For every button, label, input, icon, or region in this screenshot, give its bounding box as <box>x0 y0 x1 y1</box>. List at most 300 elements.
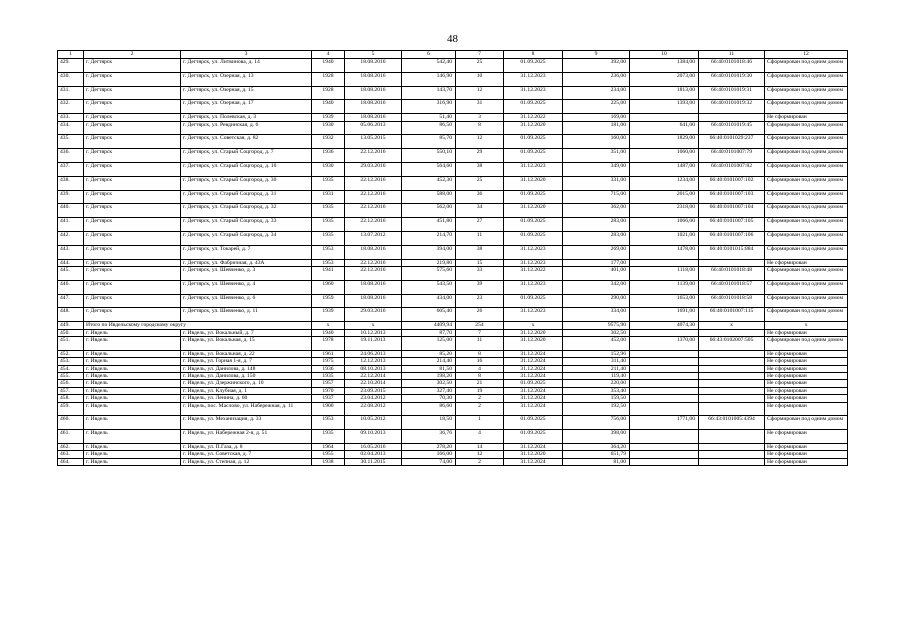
table-cell: 4 <box>456 430 504 444</box>
table-cell: 70,30 <box>402 395 456 402</box>
table-cell: 34 <box>456 204 504 218</box>
table-cell: Сформирован под одним домом <box>765 204 848 218</box>
table-cell: 436. <box>58 149 84 163</box>
table-cell: г. Ивдель, ул. Клубная, д. 1 <box>181 387 312 394</box>
table-cell <box>630 387 699 394</box>
table-cell: 451. <box>58 336 84 350</box>
table-cell: 38 <box>456 245 504 259</box>
table-cell: 1970 <box>312 387 345 394</box>
table-cell: 8 <box>456 121 504 135</box>
table-cell <box>699 329 765 336</box>
table-cell: Сформирован под одним домом <box>765 135 848 149</box>
table-cell: 16.05.2016 <box>345 444 402 451</box>
table-cell: 31 <box>456 100 504 114</box>
table-cell: 01.09.2025 <box>504 59 563 73</box>
table-cell: 456. <box>58 380 84 387</box>
table-cell: 434. <box>58 121 84 135</box>
table-cell: 575,60 <box>402 266 456 280</box>
table-cell: г. Ивдель, ул. Вокальная, д. 22 <box>181 350 312 357</box>
table-cell: 4074,30 <box>630 322 699 329</box>
table-cell: г. Дегтярск <box>84 176 181 190</box>
table-cell: г. Дегтярск <box>84 218 181 232</box>
table-cell: 1937 <box>312 395 345 402</box>
table-cell: 31.12.2023 <box>504 72 563 86</box>
table-cell <box>630 350 699 357</box>
table-cell: г. Ивдель <box>84 458 181 465</box>
table-cell: 3 <box>456 114 504 121</box>
table-cell: 31.12.2023 <box>504 308 563 322</box>
table-cell <box>630 430 699 444</box>
table-cell: 22.12.2016 <box>345 266 402 280</box>
table-cell: 66:40:0101007:105 <box>699 218 765 232</box>
table-cell: г. Ивдель, ул. Набережная 2-я, д. 51 <box>181 430 312 444</box>
table-cell: Итого по Ивдельскому городскому округу <box>84 322 312 329</box>
table-cell: 1021,00 <box>630 231 699 245</box>
table-cell: г. Дегтярск <box>84 162 181 176</box>
table-cell: г. Дегтярск <box>84 59 181 73</box>
table-cell: 38 <box>456 162 504 176</box>
table-cell: 10.05.2012 <box>345 416 402 430</box>
table-row <box>58 86 848 100</box>
table-cell: 74,00 <box>402 458 456 465</box>
table-cell <box>630 329 699 336</box>
table-cell: 23.09.2015 <box>345 387 402 394</box>
table-cell: 458. <box>58 395 84 402</box>
table-cell: 177,00 <box>563 259 630 266</box>
table-cell: 398,00 <box>563 430 630 444</box>
table-row <box>58 395 848 402</box>
table-cell: 13.05.2015 <box>345 135 402 149</box>
table-cell: 327,40 <box>402 387 456 394</box>
table-cell: 439. <box>58 190 84 204</box>
table-cell: 9575,90 <box>563 322 630 329</box>
table-cell: г. Ивдель, ул. Горная 1-я, д. 7 <box>181 358 312 365</box>
table-cell: 440. <box>58 204 84 218</box>
table-cell <box>630 114 699 121</box>
table-cell: 1953 <box>312 245 345 259</box>
table-cell: 1935 <box>312 176 345 190</box>
table-cell: 2 <box>456 458 504 465</box>
table-cell: 87,70 <box>402 329 456 336</box>
table-cell: Не сформирован <box>765 402 848 416</box>
table-cell: 169,00 <box>563 114 630 121</box>
table-cell: 15 <box>456 259 504 266</box>
table-cell <box>699 451 765 458</box>
table-cell: г. Ивдель <box>84 358 181 365</box>
table-cell: Сформирован под одним домом <box>765 100 848 114</box>
table-cell: 66:40:0101007:103 <box>699 190 765 204</box>
table-cell: г. Дегтярск, ул. Старый Соцгород, д. 33 <box>181 218 312 232</box>
table-cell: 66:40:0101029:237 <box>699 135 765 149</box>
table-cell: 22.12.2016 <box>345 176 402 190</box>
table-cell: 1940 <box>312 100 345 114</box>
table-cell <box>699 387 765 394</box>
table-cell: 01.09.2025 <box>504 190 563 204</box>
table-cell: г. Ивдель <box>84 380 181 387</box>
table-cell: г. Дегтярск, ул. Старый Соцгород, д. 32 <box>181 204 312 218</box>
table-cell <box>630 395 699 402</box>
table-cell: 1960 <box>312 280 345 294</box>
table-cell: 433. <box>58 114 84 121</box>
table-cell: 160,00 <box>563 135 630 149</box>
table-cell: Сформирован под одним домом <box>765 162 848 176</box>
table-cell: г. Ивдель <box>84 365 181 372</box>
table-cell: 715,00 <box>563 190 630 204</box>
table-cell <box>699 372 765 379</box>
table-cell: 14 <box>456 444 504 451</box>
table-cell: 349,00 <box>563 162 630 176</box>
table-cell: 2 <box>456 402 504 416</box>
table-cell: 13.07.2012 <box>345 231 402 245</box>
table-cell: 01.09.2025 <box>504 100 563 114</box>
table-cell: 66:40:0101015:884 <box>699 245 765 259</box>
table-cell: 1978 <box>312 336 345 350</box>
table-cell: 351,00 <box>563 149 630 163</box>
table-cell: 1935 <box>312 218 345 232</box>
table-cell: г. Ивдель, ул. П.Газа, д. 8 <box>181 444 312 451</box>
table-cell: 11 <box>456 231 504 245</box>
table-cell: 01.09.2025 <box>504 135 563 149</box>
table-cell: г. Дегтярск, ул. Шевченко, д. 6 <box>181 294 312 308</box>
table-cell: 1938 <box>312 458 345 465</box>
table-cell: 443. <box>58 245 84 259</box>
table-cell: 434,00 <box>402 294 456 308</box>
table-cell: 198,20 <box>402 372 456 379</box>
table-cell <box>699 365 765 372</box>
table-cell: г. Дегтярск, ул. Фабричная, д. 43А <box>181 259 312 266</box>
table-cell: 1932 <box>312 135 345 149</box>
table-cell: 31.12.2020 <box>504 336 563 350</box>
table-cell: 31.12.2024 <box>504 372 563 379</box>
table-cell <box>630 259 699 266</box>
table-cell: 7 <box>456 329 504 336</box>
table-cell: Сформирован под одним домом <box>765 294 848 308</box>
table-cell: 8 <box>504 51 563 59</box>
table-cell: 1653,00 <box>630 294 699 308</box>
table-cell: 283,00 <box>563 231 630 245</box>
table-cell: 455. <box>58 372 84 379</box>
table-cell: 1118,00 <box>630 266 699 280</box>
table-cell: 269,00 <box>563 245 630 259</box>
table-cell: 18,50 <box>402 416 456 430</box>
table-cell: 31.12.2024 <box>504 395 563 402</box>
table-cell: 446. <box>58 280 84 294</box>
table-cell: 392,00 <box>563 59 630 73</box>
table-row <box>58 458 848 465</box>
table-cell: 81,00 <box>563 458 630 465</box>
table-cell: 459. <box>58 402 84 416</box>
table-cell: 353,40 <box>563 387 630 394</box>
table-row <box>58 100 848 114</box>
table-cell: Сформирован под одним домом <box>765 149 848 163</box>
table-cell: 651,79 <box>563 451 630 458</box>
table-cell: 66:40:0101018:46 <box>699 59 765 73</box>
table-cell <box>699 114 765 121</box>
table-cell: Не сформирован <box>765 444 848 451</box>
table-cell: 31.12.2024 <box>504 358 563 365</box>
table-cell: 125,00 <box>402 336 456 350</box>
table-cell: г. Дегтярск <box>84 114 181 121</box>
table-cell: Не сформирован <box>765 365 848 372</box>
table-cell: г. Дегтярск <box>84 204 181 218</box>
table-cell: 1964 <box>312 444 345 451</box>
table-row <box>58 204 848 218</box>
table-cell: г. Дегтярск, ул. Ревдинская, д. 6 <box>181 121 312 135</box>
table-cell: 10 <box>456 72 504 86</box>
table-cell: г. Дегтярск, ул. Литвинова, д. 14 <box>181 59 312 73</box>
table-cell: 66:43:0102007:505 <box>699 336 765 350</box>
table-cell: 543,50 <box>402 280 456 294</box>
table-cell: 311,40 <box>563 358 630 365</box>
table-cell: 31.12.2024 <box>504 387 563 394</box>
table-cell: г. Ивдель, ул. Ленина, д. 60 <box>181 395 312 402</box>
table-cell: 1829,00 <box>630 135 699 149</box>
table-cell: 9 <box>563 51 630 59</box>
table-cell: г. Ивдель <box>84 329 181 336</box>
table-cell: 1771,00 <box>630 416 699 430</box>
table-row <box>58 245 848 259</box>
table-cell: г. Ивдель <box>84 395 181 402</box>
table-cell: Не сформирован <box>765 451 848 458</box>
table-cell: 22.10.2014 <box>345 380 402 387</box>
table-cell <box>630 365 699 372</box>
table-cell: 05.06.2013 <box>345 121 402 135</box>
table-cell: г. Дегтярск, ул. Старый Соцгород, д. 10 <box>181 162 312 176</box>
table-cell: 3 <box>181 51 312 59</box>
table-cell: 192,50 <box>563 402 630 416</box>
table-cell: 1 <box>58 51 84 59</box>
table-cell: 36 <box>456 190 504 204</box>
table-row <box>58 451 848 458</box>
table-cell: 01.09.2025 <box>504 416 563 430</box>
table-cell: г. Дегтярск, ул. Старый Соцгород, д. 30 <box>181 176 312 190</box>
table-cell: 562,00 <box>402 204 456 218</box>
table-cell: 66:40:0101018:58 <box>699 294 765 308</box>
table-cell: 51,40 <box>402 114 456 121</box>
table-cell: 432. <box>58 100 84 114</box>
table-cell: 12 <box>456 451 504 458</box>
table-cell: 23 <box>456 294 504 308</box>
table-cell: г. Дегтярск <box>84 231 181 245</box>
table-cell <box>699 259 765 266</box>
table-cell: 66:40:0101007:115 <box>699 308 765 322</box>
table-cell: x <box>312 322 345 329</box>
table-cell: г. Ивдель, ул. Механизация, д. 33 <box>181 416 312 430</box>
table-cell: 31.12.2020 <box>504 176 563 190</box>
page-number: 48 <box>447 33 458 45</box>
table-cell: 25 <box>456 176 504 190</box>
table-cell: 290,00 <box>563 294 630 308</box>
table-row <box>58 231 848 245</box>
table-cell: 1900 <box>312 402 345 416</box>
table-cell: Не сформирован <box>765 114 848 121</box>
table-cell: 22.12.2016 <box>345 190 402 204</box>
table-cell: Сформирован под одним домом <box>765 336 848 350</box>
table-cell: 1961 <box>312 350 345 357</box>
table-cell: 31.12.2024 <box>504 402 563 416</box>
table-cell: 316,90 <box>402 100 456 114</box>
table-cell: 214,40 <box>402 358 456 365</box>
table-cell: 1936 <box>312 149 345 163</box>
table-cell: 24.06.2013 <box>345 350 402 357</box>
table-row <box>58 416 848 430</box>
table-cell: 66:40:0101018:57 <box>699 280 765 294</box>
table-cell: 1935 <box>312 430 345 444</box>
table-cell: 01.09.2025 <box>504 380 563 387</box>
table-cell: 31.12.2022 <box>504 266 563 280</box>
table-cell: 429. <box>58 59 84 73</box>
table-cell: 16 <box>456 358 504 365</box>
table-cell: 1691,00 <box>630 308 699 322</box>
table-cell: г. Дегтярск <box>84 245 181 259</box>
table-cell: 10 <box>630 51 699 59</box>
table-cell: 66:40:0101018:48 <box>699 266 765 280</box>
table-cell: 588,00 <box>402 190 456 204</box>
table-cell <box>699 402 765 416</box>
table-cell <box>630 358 699 365</box>
table-cell: 1930 <box>312 121 345 135</box>
table-cell: Сформирован под одним домом <box>765 176 848 190</box>
table-cell: 1935 <box>312 372 345 379</box>
table-cell: 7 <box>456 51 504 59</box>
table-cell: г. Ивдель <box>84 444 181 451</box>
table-cell: 26 <box>456 308 504 322</box>
table-row <box>58 259 848 266</box>
table-row <box>58 280 848 294</box>
table-cell: 464. <box>58 458 84 465</box>
table-cell: 2 <box>84 51 181 59</box>
table-cell: г. Дегтярск <box>84 135 181 149</box>
table-cell: 445. <box>58 266 84 280</box>
table-cell: 31.12.2024 <box>504 458 563 465</box>
table-cell: г. Ивдель, ул. Данилова, д. 148 <box>181 365 312 372</box>
table-cell: 181,00 <box>563 121 630 135</box>
table-cell: г. Ивдель <box>84 430 181 444</box>
table-cell: 1936 <box>312 365 345 372</box>
table-cell: 31.12.2020 <box>504 329 563 336</box>
table-cell: 31.12.2023 <box>504 259 563 266</box>
table-cell: 01.09.2025 <box>504 430 563 444</box>
table-cell: г. Дегтярск <box>84 100 181 114</box>
table-cell: 18.08.2016 <box>345 59 402 73</box>
table-cell: 66:40:0101007:79 <box>699 149 765 163</box>
table-cell: Не сформирован <box>765 458 848 465</box>
table-cell: Не сформирован <box>765 350 848 357</box>
table-cell: Сформирован под одним домом <box>765 245 848 259</box>
table-row <box>58 114 848 121</box>
table-cell: 452,30 <box>402 176 456 190</box>
table-cell: Не сформирован <box>765 329 848 336</box>
table-cell: г. Дегтярск <box>84 308 181 322</box>
table-cell: 02.04.2013 <box>345 451 402 458</box>
table-cell: Сформирован под одним домом <box>765 190 848 204</box>
table-cell: Сформирован под одним домом <box>765 266 848 280</box>
table-cell: 66:40:0101019:45 <box>699 121 765 135</box>
table-cell: 236,00 <box>563 72 630 86</box>
table-cell: 31.12.2020 <box>504 204 563 218</box>
table-cell: 1953 <box>312 259 345 266</box>
table-cell: 31.12.2023 <box>504 86 563 100</box>
table-cell: 283,00 <box>563 218 630 232</box>
table-cell: 39 <box>456 280 504 294</box>
table-cell: Сформирован под одним домом <box>765 59 848 73</box>
table-cell: 12 <box>456 86 504 100</box>
table-cell: 1060,00 <box>630 149 699 163</box>
table-cell: 22.12.2016 <box>345 259 402 266</box>
table-cell: 25 <box>456 59 504 73</box>
table-cell: г. Дегтярск, ул. Шевченко, д. 3 <box>181 266 312 280</box>
table-cell: 431. <box>58 86 84 100</box>
table-cell: Сформирован под одним домом <box>765 72 848 86</box>
table-cell: 31.12.2022 <box>504 114 563 121</box>
table-row <box>58 430 848 444</box>
table-cell: 463. <box>58 451 84 458</box>
table-cell: 66:40:0101007:82 <box>699 162 765 176</box>
table-cell: Сформирован под одним домом <box>765 218 848 232</box>
table-cell: 452,00 <box>563 336 630 350</box>
table-cell: Сформирован под одним домом <box>765 121 848 135</box>
table-header-row <box>58 51 848 59</box>
table-cell: 29.03.2016 <box>345 308 402 322</box>
table-cell: 342,00 <box>563 280 630 294</box>
table-cell: 30.11.2015 <box>345 458 402 465</box>
table-cell: 453. <box>58 358 84 365</box>
table-cell: 66:40:0101019:32 <box>699 100 765 114</box>
table-cell: 18.08.2016 <box>345 280 402 294</box>
table-cell: 1370,00 <box>630 336 699 350</box>
table-cell: 394,00 <box>402 245 456 259</box>
table-cell: 564,60 <box>402 162 456 176</box>
table-row <box>58 149 848 163</box>
table-cell: 448. <box>58 308 84 322</box>
table-cell: Сформирован под одним домом <box>765 86 848 100</box>
table-cell: г. Дегтярск, ул. Озерная, д. 13 <box>181 72 312 86</box>
table-cell: 18.08.2016 <box>345 294 402 308</box>
table-row <box>58 358 848 365</box>
table-cell: г. Дегтярск, ул. Старый Соцгород, д. 31 <box>181 190 312 204</box>
table-cell <box>699 350 765 357</box>
table-cell <box>630 372 699 379</box>
table-cell: г. Ивдель <box>84 416 181 430</box>
table-cell: 08.10.2013 <box>345 365 402 372</box>
table-cell: 331,00 <box>563 176 630 190</box>
table-cell: 214,70 <box>402 231 456 245</box>
table-cell <box>699 380 765 387</box>
table-cell <box>630 444 699 451</box>
table-cell: 1939 <box>312 114 345 121</box>
table-cell: 1953 <box>312 416 345 430</box>
table-row <box>58 380 848 387</box>
table-cell: 1930 <box>312 162 345 176</box>
table-cell: 454. <box>58 365 84 372</box>
table-cell: 01.09.2025 <box>504 294 563 308</box>
table-cell: 2073,00 <box>630 72 699 86</box>
table-cell: 2318,00 <box>630 204 699 218</box>
table-cell: 8 <box>456 350 504 357</box>
table-cell: 8 <box>456 372 504 379</box>
table-cell <box>699 358 765 365</box>
table-cell: 85,70 <box>402 135 456 149</box>
table-cell: 1940 <box>312 329 345 336</box>
table-cell: г. Дегтярск, ул. Полевская, д. 3 <box>181 114 312 121</box>
table-cell: 22.12.2016 <box>345 218 402 232</box>
table-cell: 31.12.2023 <box>504 280 563 294</box>
table-cell: 1931 <box>312 190 345 204</box>
table-cell: 441. <box>58 218 84 232</box>
table-cell: 605,40 <box>402 308 456 322</box>
table-row <box>58 387 848 394</box>
table-cell: г. Ивдель <box>84 372 181 379</box>
